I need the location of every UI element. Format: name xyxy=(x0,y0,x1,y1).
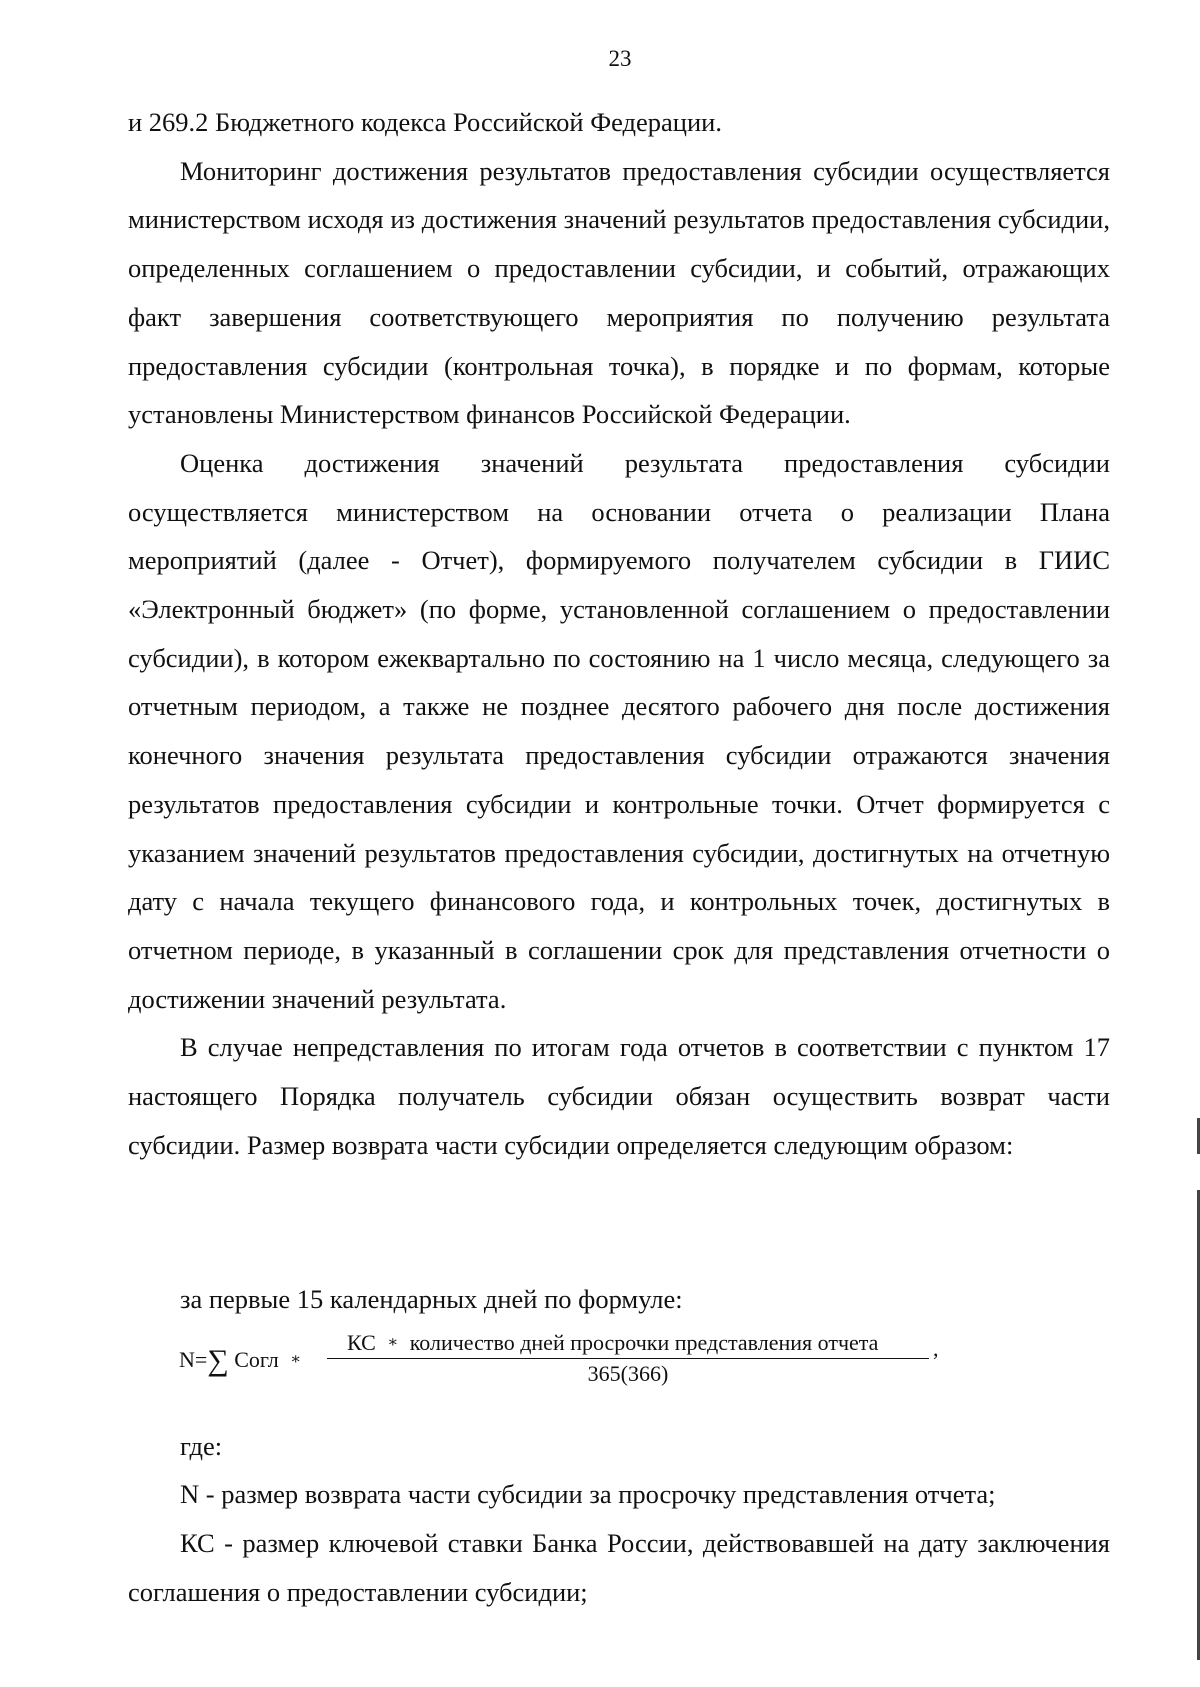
formula-fraction xyxy=(327,1330,929,1387)
paragraph-continuation: и 269.2 Бюджетного кодекса Российской Федерации. xyxy=(128,107,722,137)
where-label: где: xyxy=(180,1431,223,1461)
numerator-ks: КС xyxy=(347,1330,376,1355)
formula-numerator xyxy=(327,1330,929,1359)
paragraph-evaluation: Оценка достижения значений результата предоставления субсидии осуществляется министерством на основании отчета о реализации Плана мероприятий (далее - Отчет), формируемого получателем субсидии в ГИИС «Электронный бюджет» (по форме, установленной соглашением о предоставлении субсидии), в котором ежеквартально по состоянию на 1 число месяца, следующего за отчетным периодом, а также не позднее десятого рабочего дня после достижения конечного значения результата предоставления субсидии отражаются значения результатов предоставления субсидии и контрольные точки. Отчет формируется с указанием значений результатов предоставления субсидии, достигнутых на отчетную дату с начала текущего финансового года, и контрольных точек, достигнутых в отчетном периоде, в указанный в соглашении срок для представления отчетности о достижении значений результата. xyxy=(128,447,1110,1014)
page-number: 23 xyxy=(608,46,632,71)
paragraph-non-submission: В случае непредставления по итогам года отчетов в соответствии с пунктом 17 настоящего Порядка получатель субсидии обязан осуществить возврат части субсидии. Размер возврата части субсидии определяется следующим образом: xyxy=(128,1032,1110,1160)
formula-trailing-comma: , xyxy=(933,1336,939,1361)
formula-denominator: 365(366) xyxy=(587,1361,669,1386)
numerator-days: количество дней просрочки представления отчета xyxy=(409,1330,879,1355)
return-formula xyxy=(179,1330,939,1410)
multiply-operator: ∗ xyxy=(290,1351,302,1368)
numerator-operator: ∗ xyxy=(387,1334,399,1351)
paragraph-monitoring: Мониторинг достижения результатов предоставления субсидии осуществляется министерством исходя из достижения значений результатов предоставления субсидии, определенных соглашением о предоставлении субсидии, и событий, отражающих факт завершения соответствующего мероприятия по получению результата предоставления субсидии (контрольная точка), в порядке и по формам, которые установлены Министерством финансов Российской Федерации. xyxy=(128,155,1110,430)
definition-n: N - размер возврата части субсидии за просрочку представления отчета; xyxy=(180,1479,996,1509)
definition-ks-text: КС - размер ключевой ставки Банка России, действовавшей на дату заключения соглашения о предоставлении субсидии; xyxy=(128,1528,1110,1607)
formula-lhs xyxy=(179,1344,307,1378)
formula-n-eq: N= xyxy=(179,1347,208,1372)
formula-term: Согл xyxy=(234,1347,279,1372)
sum-symbol: ∑ xyxy=(207,1344,229,1377)
formula-intro: за первые 15 календарных дней по формуле: xyxy=(180,1284,683,1314)
body-text-top xyxy=(128,98,1110,1169)
definition-ks xyxy=(128,1519,1110,1616)
